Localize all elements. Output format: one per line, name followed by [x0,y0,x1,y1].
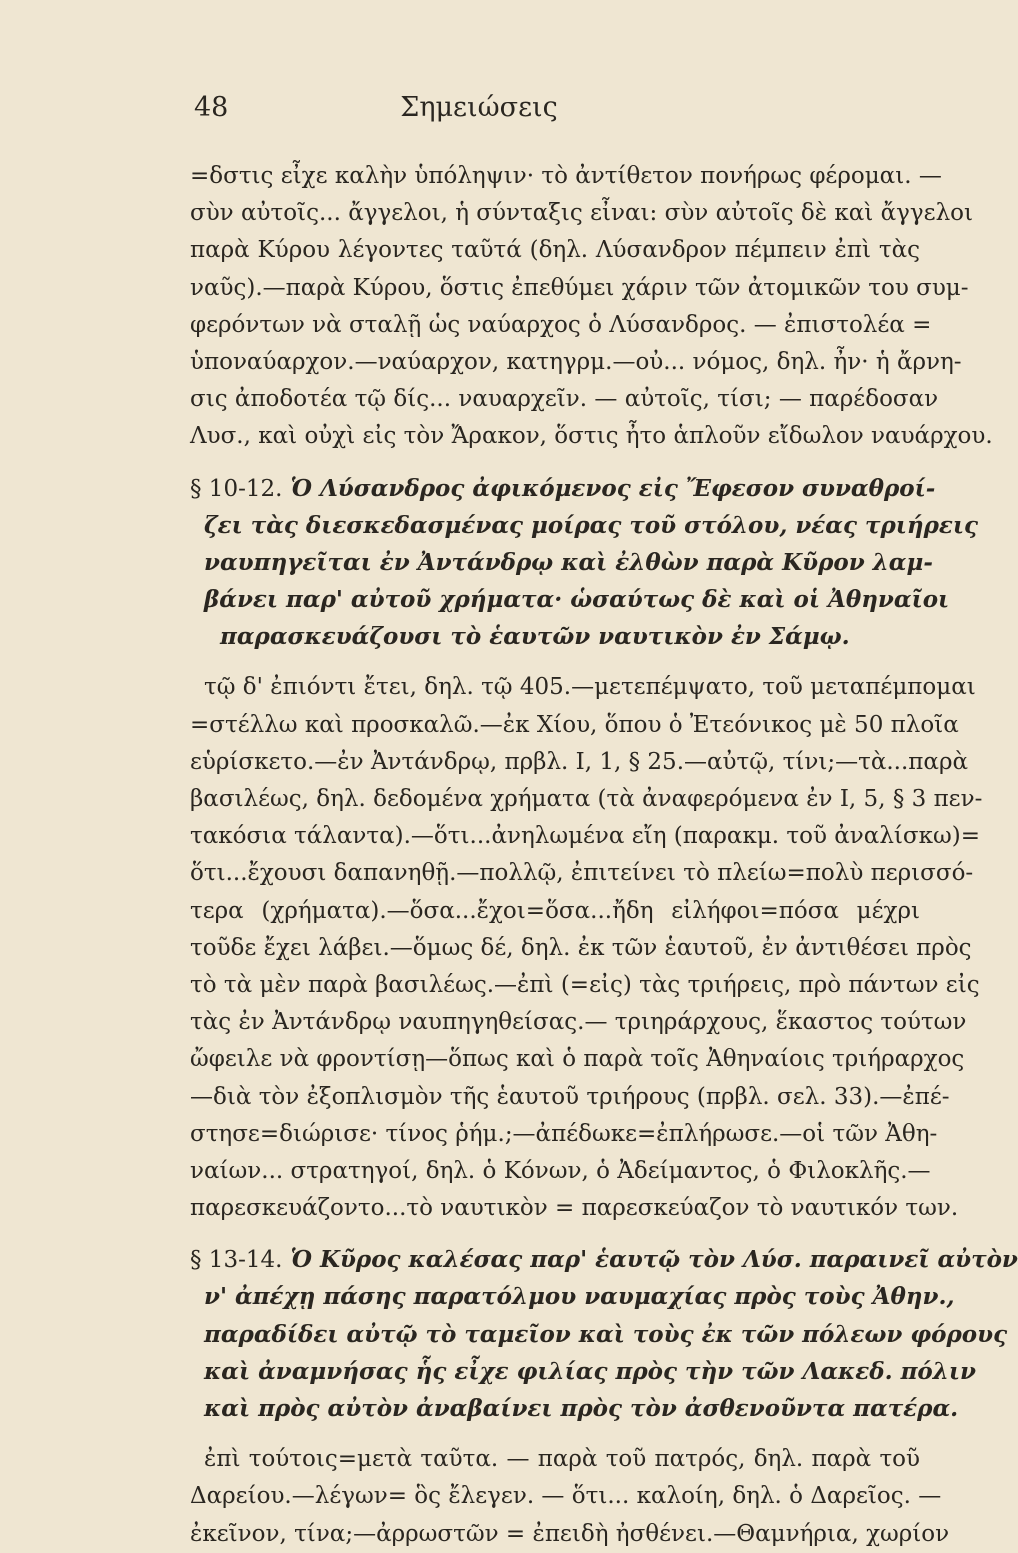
note-line: τοῦδε ἔχει λάβει.—ὅμως δέ, δηλ. ἐκ τῶν ἑαυτοῦ, ἐν ἀντιθέσει πρὸς [190,934,972,961]
section-summary-line: ν' ἀπέχῃ πάσης παρατόλμου ναυμαχίας πρὸς τοὺς Ἀθην., [204,1283,955,1311]
note-line: παρεσκευάζοντο...τὸ ναυτικὸν = παρεσκεύαζον τὸ ναυτικόν των. [190,1195,959,1222]
running-title: Σημειώσεις [400,92,558,123]
summary-text: Ὁ Λύσανδρος ἀφικόμενος εἰς Ἔφεσον συναθροί- [290,474,936,502]
text-line: ὑποναύαρχον.—ναύαρχον, κατηγρμ.—οὐ... νόμος, δηλ. ἦν· ἡ ἄρνη- [190,348,962,375]
note-line: τὸ τὰ μὲν παρὰ βασιλέως.—ἐπὶ (=εἰς) τὰς τριήρεις, πρὸ πάντων εἰς [190,971,980,998]
note-line: εὑρίσκετο.—ἐν Ἀντάνδρῳ, πρβλ. I, 1, § 25.—αὐτῷ, τίνι;—τὰ...παρὰ [190,748,969,775]
note-line: βασιλέως, δηλ. δεδομένα χρήματα (τὰ ἀναφερόμενα ἐν I, 5, § 3 πεν- [190,786,983,812]
section-summary-line [190,1241,1018,1278]
section-summary-line: καὶ πρὸς αὐτὸν ἀναβαίνει πρὸς τὸν ἀσθενοῦντα πατέρα. [204,1395,959,1422]
text-line: παρὰ Κύρου λέγοντες ταῦτά (δηλ. Λύσανδρον πέμπειν ἐπὶ τὰς [190,237,920,264]
note-line: —διὰ τὸν ἐξοπλισμὸν τῆς ἑαυτοῦ τριήρους (πρβλ. σελ. 33).—ἐπέ- [190,1083,950,1110]
page-header [0,92,958,132]
text-line: σὺν αὐτοῖς... ἄγγελοι, ἡ σύνταξις εἶναι: σὺν αὐτοῖς δὲ καὶ ἄγγελοι [190,200,974,227]
section-summary-line: παραδίδει αὐτῷ τὸ ταμεῖον καὶ τοὺς ἐκ τῶν πόλεων φόρους [204,1320,1008,1348]
section-summary-line: παρασκευάζουσι τὸ ἑαυτῶν ναυτικὸν ἐν Σάμῳ. [220,623,850,651]
note-line: ὤφειλε νὰ φροντίσῃ—ὅπως καὶ ὁ παρὰ τοῖς Ἀθηναίοις τριήραρχος [190,1046,965,1073]
text-line: Λυσ., καὶ οὐχὶ εἰς τὸν Ἄρακον, ὅστις ἦτο ἁπλοῦν εἴδωλον ναυάρχου. [190,423,993,450]
summary-text: Ὁ Κῦρος καλέσας παρ' ἑαυτῷ τὸν Λύσ. παραινεῖ αὐτὸν [290,1246,1018,1274]
text-line: σις ἀποδοτέα τῷ δίς... ναυαρχεῖν. — αὐτοῖς, τίσι; — παρέδοσαν [190,386,939,413]
section-summary-line [190,470,936,507]
note-line: τῷ δ' ἐπιόντι ἔτει, δηλ. τῷ 405.—μετεπέμψατο, τοῦ μεταπέμπομαι [204,674,976,701]
text-line: =δστις εἶχε καλὴν ὑπόληψιν· τὸ ἀντίθετον πονήρως φέρομαι. — [190,163,942,189]
note-line: τερα (χρήματα).—ὅσα...ἔχοι=ὅσα...ἤδη εἰλήφοι=πόσα μέχρι [190,897,920,924]
note-line: Δαρείου.—λέγων= ὃς ἔλεγεν. — ὅτι... καλοίη, δηλ. ὁ Δαρεῖος. — [190,1483,942,1510]
section-summary-line: καὶ ἀναμνήσας ἧς εἶχε φιλίας πρὸς τὴν τῶν Λακεδ. πόλιν [204,1357,976,1385]
page-number: 48 [194,92,229,123]
section-number: § 13-14. [190,1247,283,1274]
note-line: στησε=διώρισε· τίνος ῥήμ.;—ἀπέδωκε=ἐπλήρωσε.—οἱ τῶν Ἀθη- [190,1120,938,1147]
text-line: ναῦς).—παρὰ Κύρου, ὅστις ἐπεθύμει χάριν τῶν ἀτομικῶν του συμ- [190,274,969,301]
note-line: ὅτι...ἔχουσι δαπανηθῇ.—πολλῷ, ἐπιτείνει τὸ πλείω=πολὺ περισσό- [190,860,974,887]
note-line: ἐκεῖνον, τίνα;—ἀρρωστῶν = ἐπειδὴ ἠσθένει.—Θαμνήρια, χωρίον [190,1520,950,1547]
section-summary-line: ζει τὰς διεσκεδασμένας μοίρας τοῦ στόλου, νέας τριήρεις [204,511,979,539]
section-summary-line: βάνει παρ' αὐτοῦ χρήματα· ὡσαύτως δὲ καὶ οἱ Ἀθηναῖοι [204,586,950,614]
text-line: φερόντων νὰ σταλῇ ὡς ναύαρχος ὁ Λύσανδρος. — ἐπιστολέα = [190,311,932,338]
note-line: ἐπὶ τούτοις=μετὰ ταῦτα. — παρὰ τοῦ πατρός, δηλ. παρὰ τοῦ [204,1446,920,1473]
note-line: τακόσια τάλαντα).—ὅτι...ἀνηλωμένα εἴη (παρακμ. τοῦ ἀναλίσκω)= [190,823,980,850]
note-line: ναίων... στρατηγοί, δηλ. ὁ Κόνων, ὁ Ἀδείμαντος, ὁ Φιλοκλῆς.— [190,1157,931,1184]
page-body [190,158,1018,1553]
note-line: τὰς ἐν Ἀντάνδρῳ ναυπηγηθείσας.— τριηράρχους, ἕκαστος τούτων [190,1009,967,1036]
section-number: § 10-12. [190,475,283,502]
section-summary-line: ναυπηγεῖται ἐν Ἀντάνδρῳ καὶ ἐλθὼν παρὰ Κῦρον λαμ- [204,548,933,576]
note-line: =στέλλω καὶ προσκαλῶ.—ἐκ Χίου, ὅπου ὁ Ἐτεόνικος μὲ 50 πλοῖα [190,711,959,738]
